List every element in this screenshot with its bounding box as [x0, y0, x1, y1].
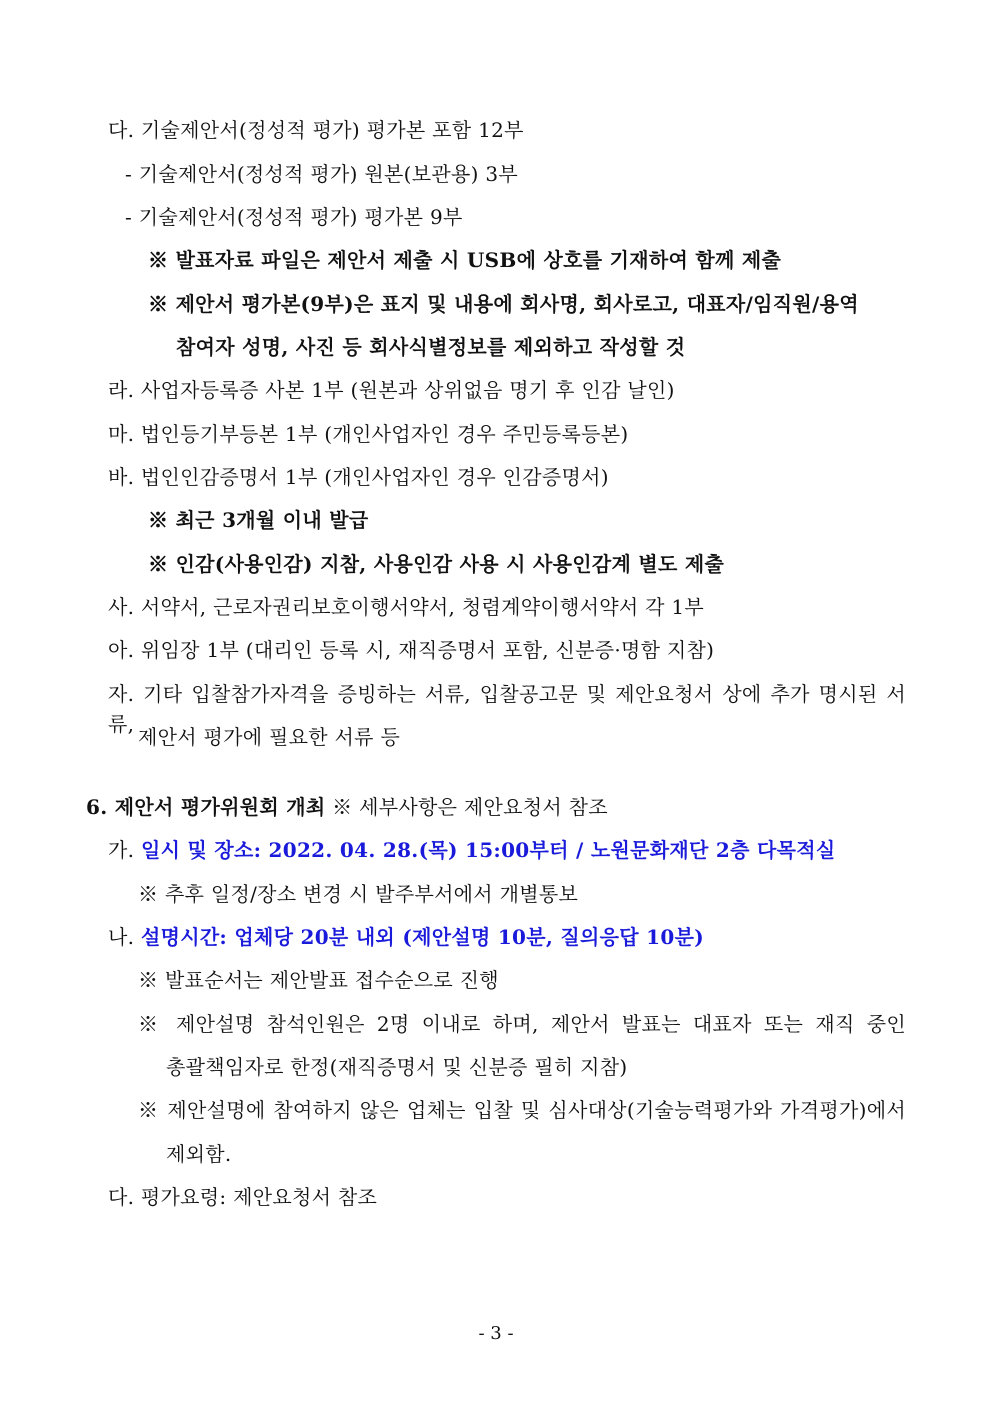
item-ma: 마. 법인등기부등본 1부 (개인사업자인 경우 주민등록등본): [108, 422, 629, 446]
item-a: 아. 위임장 1부 (대리인 등록 시, 재직증명서 포함, 신분증·명함 지참): [108, 638, 715, 662]
item-sa: 사. 서약서, 근로자권리보호이행서약서, 청렴계약이행서약서 각 1부: [108, 595, 705, 619]
item-ba: 바. 법인인감증명서 1부 (개인사업자인 경우 인감증명서): [108, 465, 609, 489]
ga-schedule-place: 일시 및 장소: 2022. 04. 28.(목) 15:00부터 / 노원문화재단 2층 다목적실: [140, 838, 836, 862]
na-presentation-time: 설명시간: 업체당 20분 내외 (제안설명 10분, 질의응답 10분): [140, 925, 704, 949]
note-usb: ※ 발표자료 파일은 제안서 제출 시 USB에 상호를 기재하여 함께 제출: [148, 248, 782, 272]
na-note-order: ※ 발표순서는 제안발표 접수순으로 진행: [138, 968, 499, 992]
item-da-sub-eval: - 기술제안서(정성적 평가) 평가본 9부: [125, 205, 463, 229]
note-eval-copy-line1: ※ 제안서 평가본(9부)은 표지 및 내용에 회사명, 회사로고, 대표자/임직원/용역: [148, 292, 859, 316]
section6-heading-note: ※ 세부사항은 제안요청서 참조: [332, 795, 608, 819]
na-prefix: 나.: [108, 925, 135, 949]
item-ra: 라. 사업자등록증 사본 1부 (원본과 상위없음 명기 후 인감 날인): [108, 378, 675, 402]
section6-item-ga: [108, 835, 835, 865]
na-note-exclusion-line1: ※ 제안설명에 참여하지 않은 업체는 입찰 및 심사대상(기술능력평가와 가격평가)에서: [138, 1098, 906, 1122]
section6-item-da: 다. 평가요령: 제안요청서 참조: [108, 1185, 378, 1209]
na-note-attendees-line2: 총괄책임자로 한정(재직증명서 및 신분증 필히 지참): [166, 1055, 628, 1079]
na-note-exclusion-line2: 제외함.: [166, 1142, 232, 1166]
note-seal: ※ 인감(사용인감) 지참, 사용인감 사용 시 사용인감계 별도 제출: [148, 552, 725, 576]
section6-heading: 6. 제안서 평가위원회 개최: [86, 795, 326, 819]
item-da-sub-original: - 기술제안서(정성적 평가) 원본(보관용) 3부: [125, 162, 519, 186]
na-note-attendees-line1: ※ 제안설명 참석인원은 2명 이내로 하며, 제안서 발표는 대표자 또는 재직 중인: [138, 1012, 906, 1036]
note-eval-copy-line2: 참여자 성명, 사진 등 회사식별정보를 제외하고 작성할 것: [176, 335, 686, 359]
ga-note: ※ 추후 일정/장소 변경 시 발주부서에서 개별통보: [138, 882, 579, 906]
item-da-title: 다. 기술제안서(정성적 평가) 평가본 포함 12부: [108, 118, 524, 142]
section6-heading-row: [86, 792, 608, 822]
section6-item-na: [108, 922, 704, 952]
note-recent-issue: ※ 최근 3개월 이내 발급: [148, 508, 369, 532]
item-ja-line2: 제안서 평가에 필요한 서류 등: [138, 725, 401, 749]
page-number: - 3 -: [478, 1323, 514, 1344]
ga-prefix: 가.: [108, 838, 135, 862]
item-ja-line1: 자. 기타 입찰참가자격을 증빙하는 서류, 입찰공고문 및 제안요청서 상에 추가 명시된 서류,: [108, 682, 906, 736]
